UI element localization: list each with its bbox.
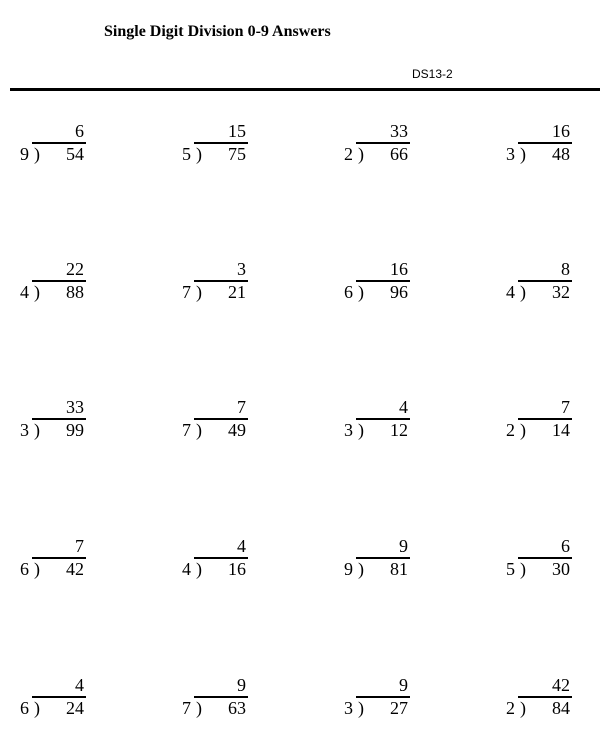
- divisor: 3: [344, 420, 353, 440]
- division-problem: [182, 676, 272, 726]
- division-bracket: ): [358, 698, 364, 718]
- quotient: 3: [237, 259, 246, 279]
- quotient: 16: [390, 259, 408, 279]
- dividend: 12: [390, 420, 408, 440]
- quotient: 7: [75, 536, 84, 556]
- division-problem: [506, 398, 596, 448]
- divisor: 3: [506, 144, 515, 164]
- divisor: 7: [182, 282, 191, 302]
- division-bracket: ): [358, 420, 364, 440]
- division-problem: [20, 260, 110, 310]
- division-bracket: ): [34, 144, 40, 164]
- dividend: 14: [552, 420, 570, 440]
- quotient: 16: [552, 121, 570, 141]
- divisor: 2: [506, 698, 515, 718]
- division-problem: [506, 676, 596, 726]
- division-bracket: ): [520, 420, 526, 440]
- dividend: 63: [228, 698, 246, 718]
- dividend: 30: [552, 559, 570, 579]
- divisor: 3: [344, 698, 353, 718]
- quotient: 9: [399, 536, 408, 556]
- division-bracket: ): [358, 559, 364, 579]
- division-bracket: ): [358, 144, 364, 164]
- quotient: 33: [66, 397, 84, 417]
- division-problem: [182, 122, 272, 172]
- division-bracket: ): [196, 698, 202, 718]
- quotient: 8: [561, 259, 570, 279]
- division-bracket: ): [196, 559, 202, 579]
- division-problem: [20, 676, 110, 726]
- division-problem: [344, 537, 434, 587]
- divisor: 9: [344, 559, 353, 579]
- divisor: 6: [20, 559, 29, 579]
- divisor: 9: [20, 144, 29, 164]
- quotient: 33: [390, 121, 408, 141]
- division-problem: [182, 537, 272, 587]
- divisor: 4: [20, 282, 29, 302]
- division-problem: [20, 398, 110, 448]
- divisor: 7: [182, 420, 191, 440]
- divisor: 4: [182, 559, 191, 579]
- quotient: 4: [399, 397, 408, 417]
- division-bracket: ): [34, 420, 40, 440]
- division-problem: [182, 260, 272, 310]
- division-bracket: ): [520, 282, 526, 302]
- worksheet-title: Single Digit Division 0-9 Answers: [104, 23, 331, 40]
- divisor: 6: [20, 698, 29, 718]
- dividend: 75: [228, 144, 246, 164]
- division-bracket: ): [520, 698, 526, 718]
- worksheet-code: DS13-2: [412, 67, 453, 81]
- dividend: 27: [390, 698, 408, 718]
- quotient: 6: [75, 121, 84, 141]
- dividend: 48: [552, 144, 570, 164]
- quotient: 22: [66, 259, 84, 279]
- quotient: 4: [75, 675, 84, 695]
- division-problem: [20, 537, 110, 587]
- divisor: 3: [20, 420, 29, 440]
- divisor: 6: [344, 282, 353, 302]
- dividend: 32: [552, 282, 570, 302]
- dividend: 99: [66, 420, 84, 440]
- division-bracket: ): [520, 144, 526, 164]
- division-bracket: ): [196, 282, 202, 302]
- divisor: 7: [182, 698, 191, 718]
- quotient: 7: [561, 397, 570, 417]
- division-bracket: ): [34, 559, 40, 579]
- division-bracket: ): [520, 559, 526, 579]
- divisor: 5: [506, 559, 515, 579]
- dividend: 66: [390, 144, 408, 164]
- quotient: 6: [561, 536, 570, 556]
- dividend: 24: [66, 698, 84, 718]
- dividend: 21: [228, 282, 246, 302]
- divisor: 4: [506, 282, 515, 302]
- quotient: 7: [237, 397, 246, 417]
- division-problem: [182, 398, 272, 448]
- quotient: 9: [399, 675, 408, 695]
- dividend: 54: [66, 144, 84, 164]
- dividend: 42: [66, 559, 84, 579]
- division-problem: [20, 122, 110, 172]
- divisor: 2: [344, 144, 353, 164]
- dividend: 84: [552, 698, 570, 718]
- division-problem: [344, 122, 434, 172]
- division-problem: [344, 398, 434, 448]
- divisor: 5: [182, 144, 191, 164]
- dividend: 88: [66, 282, 84, 302]
- quotient: 15: [228, 121, 246, 141]
- division-bracket: ): [34, 282, 40, 302]
- division-bracket: ): [196, 144, 202, 164]
- divisor: 2: [506, 420, 515, 440]
- dividend: 49: [228, 420, 246, 440]
- division-bracket: ): [358, 282, 364, 302]
- quotient: 4: [237, 536, 246, 556]
- division-problem: [344, 676, 434, 726]
- dividend: 16: [228, 559, 246, 579]
- division-problem: [344, 260, 434, 310]
- dividend: 81: [390, 559, 408, 579]
- division-bracket: ): [196, 420, 202, 440]
- division-bracket: ): [34, 698, 40, 718]
- division-problem: [506, 260, 596, 310]
- dividend: 96: [390, 282, 408, 302]
- quotient: 42: [552, 675, 570, 695]
- division-problem: [506, 122, 596, 172]
- quotient: 9: [237, 675, 246, 695]
- division-problem: [506, 537, 596, 587]
